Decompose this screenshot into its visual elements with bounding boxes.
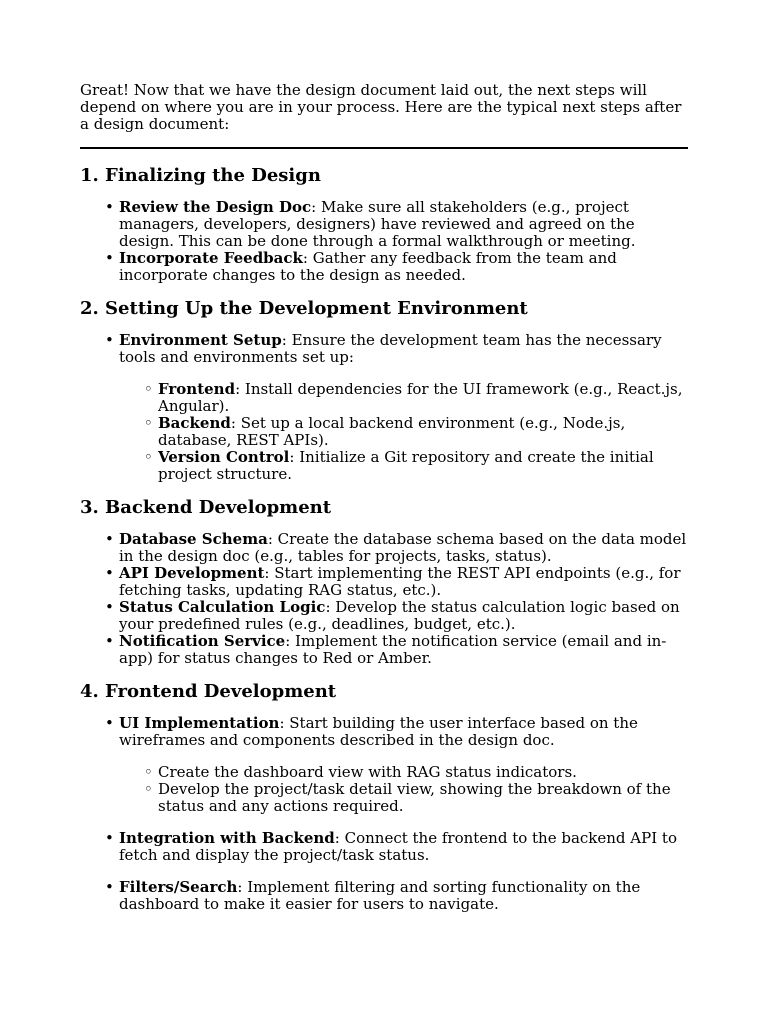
- section-heading-frontend-development: 4. Frontend Development: [80, 681, 337, 702]
- bullet-list: [80, 332, 688, 483]
- sub-list-item: [158, 764, 688, 781]
- item-term: Notification Service: [119, 632, 286, 650]
- sub-list-item: [158, 781, 688, 815]
- list-item: [119, 599, 688, 633]
- section-heading-finalizing-design: 1. Finalizing the Design: [80, 165, 321, 186]
- document-body: [80, 82, 688, 913]
- item-text: : Implement filtering and sorting functionality on the dashboard to make it easier for users to navigate.: [119, 878, 641, 913]
- item-term: Frontend: [158, 380, 236, 398]
- list-item: [119, 715, 688, 815]
- item-term: Database Schema: [119, 530, 268, 548]
- list-item: [119, 830, 688, 864]
- sub-list-item: [158, 415, 688, 449]
- list-item: [119, 633, 688, 667]
- list-item: [119, 565, 688, 599]
- sub-bullet-list: [119, 764, 688, 815]
- bullet-list: [80, 199, 688, 284]
- item-text: : Implement the notification service (email and in-app) for status changes to Red or Amber.: [119, 632, 667, 667]
- intro-paragraph: Great! Now that we have the design document laid out, the next steps will depend on where you are in your process. Here are the typical next steps after a design document:: [80, 81, 682, 133]
- item-text: : Install dependencies for the UI framework (e.g., React.js, Angular).: [158, 380, 683, 415]
- item-term: API Development: [119, 564, 265, 582]
- horizontal-rule: [80, 147, 688, 149]
- list-item: [119, 879, 688, 913]
- item-term: Backend: [158, 414, 231, 432]
- item-text: : Start building the user interface based on the wireframes and components described in the design doc.: [119, 714, 638, 749]
- item-text: : Start implementing the REST API endpoints (e.g., for fetching tasks, updating RAG status, etc.).: [119, 564, 681, 599]
- list-item: [119, 250, 688, 284]
- item-text: : Make sure all stakeholders (e.g., project managers, developers, designers) have reviewed and agreed on the design. This can be done through a formal walkthrough or meeting.: [119, 198, 636, 250]
- list-item: [119, 332, 688, 483]
- list-item: [119, 531, 688, 565]
- item-text: Develop the project/task detail view, showing the breakdown of the status and any actions required.: [158, 780, 671, 815]
- bullet-list: [80, 715, 688, 913]
- item-term: Review the Design Doc: [119, 198, 312, 216]
- item-text: : Set up a local backend environment (e.g., Node.js, database, REST APIs).: [158, 414, 626, 449]
- item-text: : Create the database schema based on the data model in the design doc (e.g., tables for projects, tasks, status).: [119, 530, 687, 565]
- item-term: Version Control: [158, 448, 290, 466]
- item-term: UI Implementation: [119, 714, 280, 732]
- item-term: Status Calculation Logic: [119, 598, 326, 616]
- section-heading-backend-development: 3. Backend Development: [80, 497, 332, 518]
- bullet-list: [80, 531, 688, 667]
- sub-list-item: [158, 449, 688, 483]
- item-text: Create the dashboard view with RAG status indicators.: [158, 763, 577, 781]
- sub-bullet-list: [119, 381, 688, 483]
- item-term: Incorporate Feedback: [119, 249, 303, 267]
- item-text: : Gather any feedback from the team and incorporate changes to the design as needed.: [119, 249, 617, 284]
- item-text: : Connect the frontend to the backend API to fetch and display the project/task status.: [119, 829, 677, 864]
- item-text: : Ensure the development team has the necessary tools and environments set up:: [119, 331, 662, 366]
- item-term: Integration with Backend: [119, 829, 335, 847]
- item-term: Filters/Search: [119, 878, 238, 896]
- item-text: : Develop the status calculation logic based on your predefined rules (e.g., deadlines, budget, etc.).: [119, 598, 680, 633]
- list-item: [119, 199, 688, 250]
- item-term: Environment Setup: [119, 331, 282, 349]
- section-heading-dev-environment: 2. Setting Up the Development Environment: [80, 298, 528, 319]
- item-text: : Initialize a Git repository and create the initial project structure.: [158, 448, 654, 483]
- sub-list-item: [158, 381, 688, 415]
